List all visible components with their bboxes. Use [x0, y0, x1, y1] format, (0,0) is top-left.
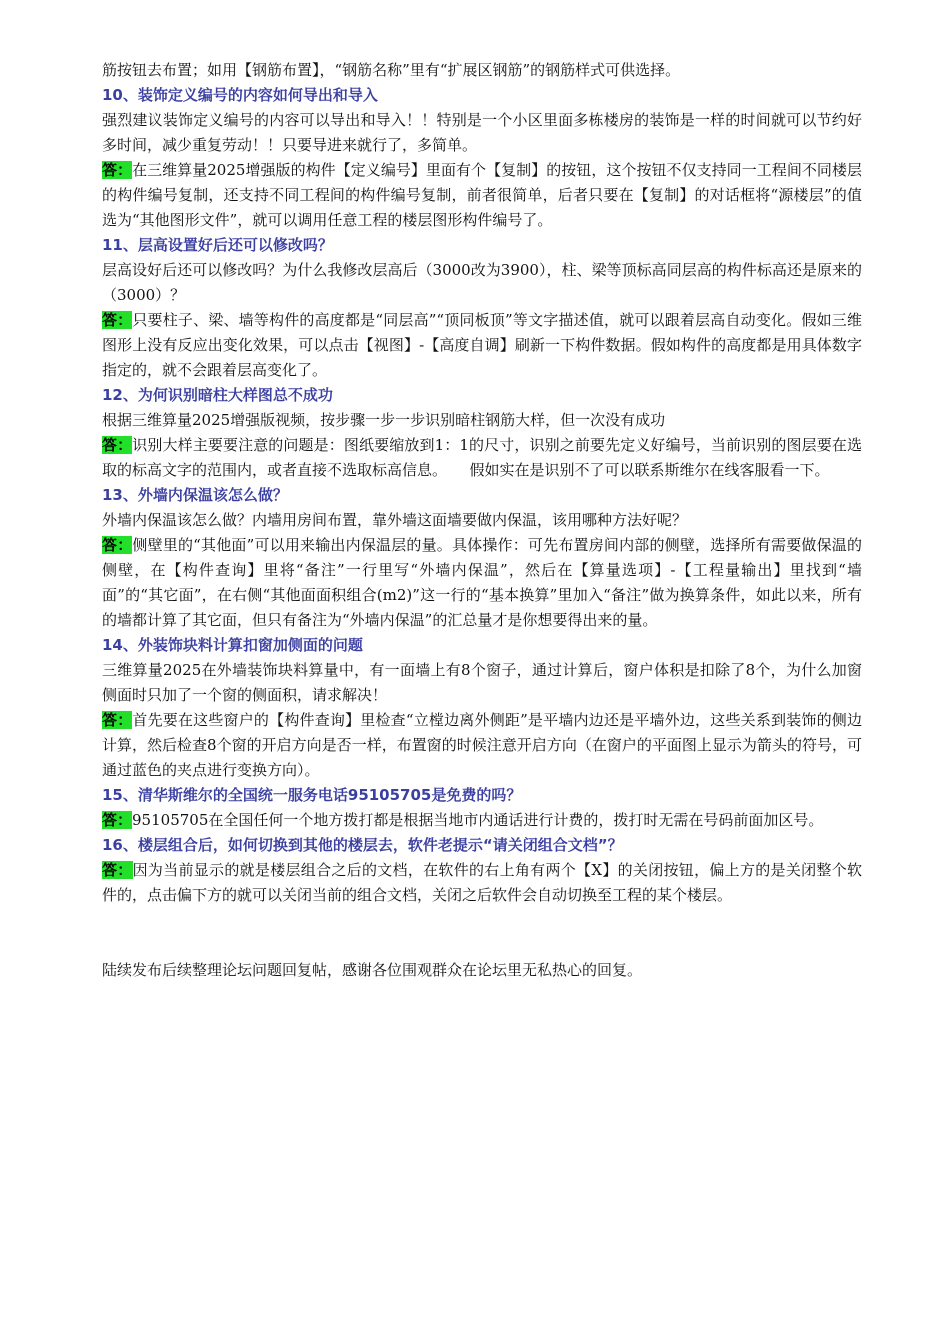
question-heading: 14、外装饰块料计算扣窗加侧面的问题 — [102, 636, 363, 654]
qa-list — [102, 83, 862, 908]
answer-label: 答： — [102, 161, 133, 179]
answer-text: 侧壁里的“其他面”可以用来输出内保温层的量。具体操作：可先布置房间内部的侧壁，选择所有需要做保温的侧壁，在【构件查询】里将“备注”一行里写“外墙内保温”，然后在【算量选项】-【工程量输出】里找到“墙面”的“其它面”，在右侧“其他面面积组合(m2)”这一行的“基本换算”里加入“备注”做为换算条件，如此以来，所有的墙都计算了其它面，但只有备注为“外墙内保温”的汇总量才是你想要得出来的量。 — [102, 536, 862, 629]
answer-text: 95105705在全国任何一个地方拨打都是根据当地市内通话进行计费的，拨打时无需在号码前面加区号。 — [132, 811, 824, 829]
answer-label: 答： — [102, 536, 133, 554]
answer-paragraph — [102, 433, 862, 483]
closing-paragraph: 陆续发布后续整理论坛问题回复帖，感谢各位围观群众在论坛里无私热心的回复。 — [102, 961, 643, 979]
answer-paragraph — [102, 808, 862, 833]
answer-paragraph — [102, 858, 862, 908]
answer-text: 首先要在这些窗户的【构件查询】里检查“立樘边离外侧距”是平墙内边还是平墙外边，这些关系到装饰的侧边计算，然后检查8个窗的开启方向是否一样，布置窗的时候注意开启方向（在窗户的平面图上显示为箭头的符号，可通过蓝色的夹点进行变换方向）。 — [102, 711, 862, 779]
question-body: 外墙内保温该怎么做？内墙用房间布置，靠外墙这面墙要做内保温，该用哪种方法好呢？ — [102, 511, 688, 529]
answer-label: 答： — [102, 711, 133, 729]
answer-text: 在三维算量2025增强版的构件【定义编号】里面有个【复制】的按钮，这个按钮不仅支持同一工程间不同楼层的构件编号复制，还支持不同工程间的构件编号复制，前者很简单，后者只要在【复制】的对话框将“源楼层”的值选为“其他图形文件”，就可以调用任意工程的楼层图形构件编号了。 — [102, 161, 862, 229]
answer-paragraph — [102, 533, 862, 633]
answer-label: 答： — [102, 311, 133, 329]
question-body: 强烈建议装饰定义编号的内容可以导出和导入！！特别是一个小区里面多栋楼房的装饰是一样的时间就可以节约好多时间，减少重复劳动！！只要导进来就行了，多简单。 — [102, 111, 862, 154]
question-heading: 11、层高设置好后还可以修改吗？ — [102, 236, 333, 254]
spacer — [102, 908, 862, 958]
question-body: 根据三维算量2025增强版视频，按步骤一步一步识别暗柱钢筋大样，但一次没有成功 — [102, 411, 666, 429]
question-heading: 16、楼层组合后，如何切换到其他的楼层去，软件老提示“请关闭组合文档”？ — [102, 836, 623, 854]
question-heading: 13、外墙内保温该怎么做？ — [102, 486, 288, 504]
answer-text: 因为当前显示的就是楼层组合之后的文档，在软件的右上角有两个【X】的关闭按钮，偏上方的是关闭整个软件的，点击偏下方的就可以关闭当前的组合文档，关闭之后软件会自动切换至工程的某个楼层。 — [102, 861, 862, 904]
question-body: 三维算量2025在外墙装饰块料算量中，有一面墙上有8个窗子，通过计算后，窗户体积是扣除了8个，为什么加窗侧面时只加了一个窗的侧面积，请求解决！ — [102, 661, 863, 704]
question-heading: 12、为何识别暗柱大样图总不成功 — [102, 386, 333, 404]
document-page — [102, 58, 862, 983]
answer-paragraph — [102, 158, 862, 233]
answer-text: 识别大样主要要注意的问题是：图纸要缩放到1：1的尺寸，识别之前要先定义好编号，当前识别的图层要在选取的标高文字的范围内，或者直接不选取标高信息。 假如实在是识别不了可以联系斯维尔在线客服看一下。 — [102, 436, 862, 479]
answer-label: 答： — [102, 811, 133, 829]
answer-paragraph — [102, 308, 862, 383]
question-heading: 10、装饰定义编号的内容如何导出和导入 — [102, 86, 378, 104]
intro-paragraph: 筋按钮去布置；如用【钢筋布置】，“钢筋名称”里有“扩展区钢筋”的钢筋样式可供选择。 — [102, 61, 681, 79]
answer-paragraph — [102, 708, 862, 783]
question-heading: 15、清华斯维尔的全国统一服务电话95105705是免费的吗？ — [102, 786, 522, 804]
answer-text: 只要柱子、梁、墙等构件的高度都是“同层高”“顶同板顶”等文字描述值，就可以跟着层高自动变化。假如三维图形上没有反应出变化效果，可以点击【视图】-【高度自调】刷新一下构件数据。假如构件的高度都是用具体数字指定的，就不会跟着层高变化了。 — [102, 311, 862, 379]
answer-label: 答： — [102, 861, 133, 879]
question-body: 层高设好后还可以修改吗？为什么我修改层高后（3000改为3900），柱、梁等顶标高同层高的构件标高还是原来的（3000）？ — [102, 261, 862, 304]
answer-label: 答： — [102, 436, 133, 454]
